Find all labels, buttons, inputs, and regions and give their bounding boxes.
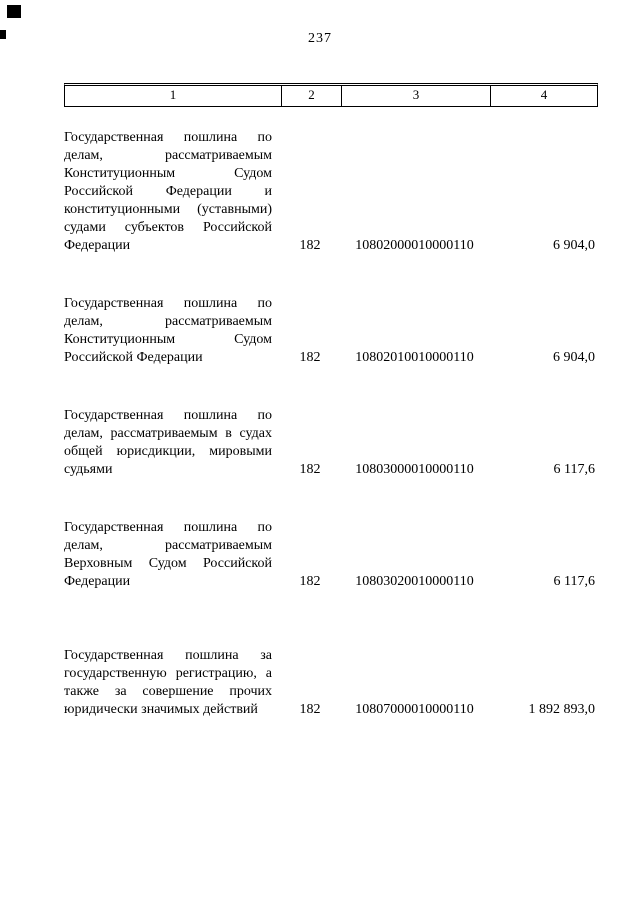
- table-header: [64, 83, 598, 107]
- row-amount: 6 117,6: [553, 462, 595, 477]
- table-row: [64, 129, 596, 255]
- row-name: Государственная пошлина по делам, рассматриваемым в судах общей юрисдикции, мировыми судьями: [64, 408, 272, 477]
- row-kbk-code: 10802000010000110: [355, 238, 474, 253]
- header-cell-3: 3: [341, 86, 490, 106]
- scan-artifact: [7, 5, 21, 18]
- row-name-cell: [64, 407, 280, 479]
- row-admin-code: 182: [299, 462, 321, 477]
- row-name-cell: [64, 519, 280, 591]
- row-name: Государственная пошлина по делам, рассматриваемым Верховным Судом Российской Федерации: [64, 520, 272, 589]
- row-amount: 6 117,6: [553, 574, 595, 589]
- header-cell-4: 4: [490, 86, 597, 106]
- header-cell-2: 2: [281, 86, 341, 106]
- row-kbk-code: 10803000010000110: [355, 462, 474, 477]
- row-name-cell: [64, 295, 280, 367]
- scan-artifact: [0, 30, 6, 39]
- table-row: [64, 519, 596, 591]
- row-amount: 6 904,0: [553, 238, 595, 253]
- page-number: 237: [308, 31, 332, 46]
- row-admin-code: 182: [299, 238, 321, 253]
- table-row: [64, 407, 596, 479]
- table-row: [64, 295, 596, 367]
- row-admin-code: 182: [299, 574, 321, 589]
- row-amount: 1 892 893,0: [528, 702, 595, 717]
- row-name: Государственная пошлина по делам, рассматриваемым Конституционным Судом Российской Федерации и конституционными (уставными) судами субъектов Российской Федерации: [64, 130, 272, 253]
- row-amount: 6 904,0: [553, 350, 595, 365]
- row-kbk-code: 10802010010000110: [355, 350, 474, 365]
- row-kbk-code: 10807000010000110: [355, 702, 474, 717]
- row-name: Государственная пошлина по делам, рассматриваемым Конституционным Судом Российской Федерации: [64, 296, 272, 365]
- row-kbk-code: 10803020010000110: [355, 574, 474, 589]
- header-cell-1: 1: [169, 87, 177, 102]
- row-admin-code: 182: [299, 702, 321, 717]
- row-name-cell: [64, 129, 280, 255]
- row-name: Государственная пошлина за государственную регистрацию, а также за совершение прочих юридически значимых действий: [64, 648, 272, 717]
- table-row: [64, 647, 596, 719]
- row-name-cell: [64, 647, 280, 719]
- row-admin-code: 182: [299, 350, 321, 365]
- budget-table: [64, 83, 596, 719]
